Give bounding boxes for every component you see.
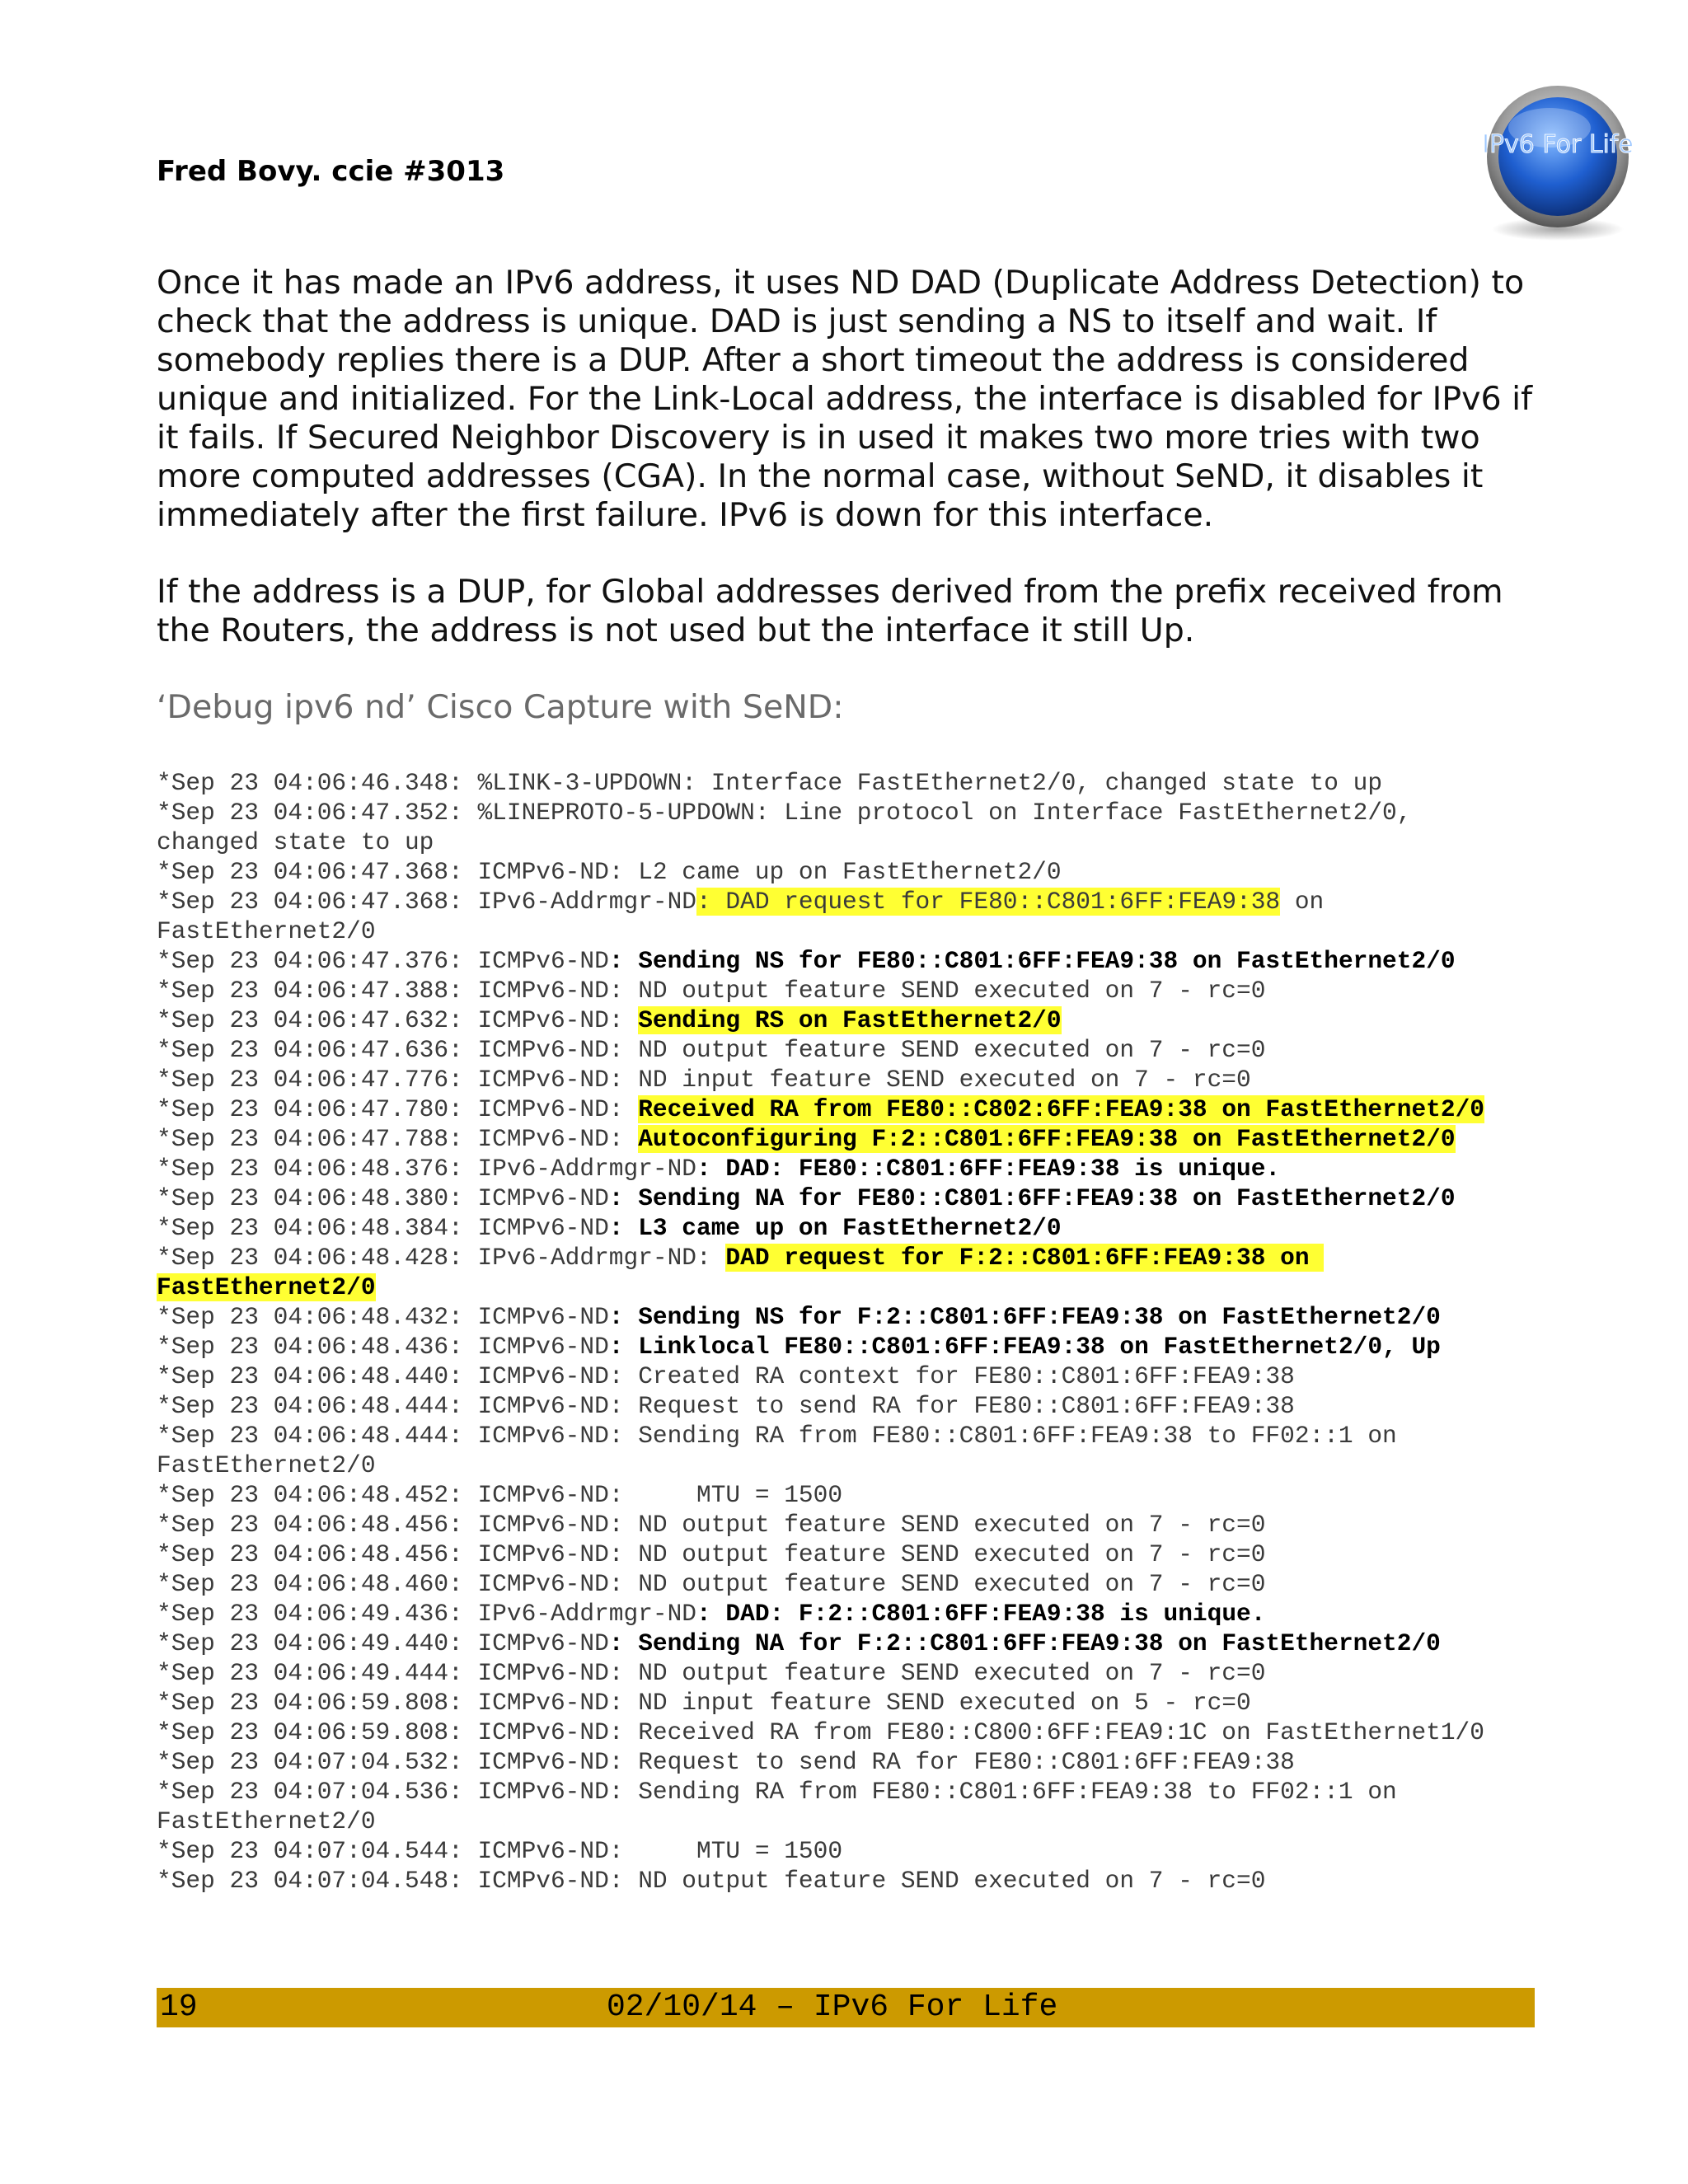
log-segment: : L3 came up on FastEthernet2/0 [608, 1214, 1062, 1242]
log-line [157, 946, 1558, 976]
log-segment: *Sep 23 04:07:04.536: ICMPv6-ND: Sending RA from FE80::C801:6FF:FEA9:38 to FF02::1 on [157, 1778, 1397, 1806]
log-line [157, 1658, 1558, 1688]
log-line [157, 798, 1558, 827]
logo-text: IPv6 For Life [1482, 130, 1634, 159]
log-segment: FastEthernet2/0 [157, 1807, 376, 1835]
log-line [157, 768, 1558, 798]
debug-log [157, 768, 1558, 1896]
log-segment: *Sep 23 04:06:47.368: ICMPv6-ND: L2 came up on FastEthernet2/0 [157, 858, 1062, 886]
log-segment: : Sending NS for F:2::C801:6FF:FEA9:38 on FastEthernet2/0 [608, 1303, 1441, 1331]
log-line [157, 1807, 1558, 1836]
log-segment: Received RA from FE80::C802:6FF:FEA9:38 on FastEthernet2/0 [638, 1095, 1484, 1123]
log-segment: *Sep 23 04:06:47.368: IPv6-Addrmgr-ND [157, 888, 697, 916]
log-segment: *Sep 23 04:06:46.348: %LINK-3-UPDOWN: Interface FastEthernet2/0, changed state to up [157, 769, 1383, 797]
log-segment: FastEthernet2/0 [157, 1273, 376, 1301]
log-segment: *Sep 23 04:06:47.352: %LINEPROTO-5-UPDOWN: Line protocol on Interface FastEthernet2/0, [157, 799, 1412, 827]
log-segment: : Sending NA for F:2::C801:6FF:FEA9:38 on FastEthernet2/0 [608, 1629, 1441, 1657]
log-line [157, 827, 1558, 857]
log-segment: *Sep 23 04:06:47.776: ICMPv6-ND: ND input feature SEND executed on 7 - rc=0 [157, 1066, 1251, 1094]
log-line [157, 1836, 1558, 1866]
log-line [157, 1213, 1558, 1243]
log-line [157, 1688, 1558, 1718]
log-line [157, 1094, 1558, 1124]
log-line [157, 1510, 1558, 1540]
log-segment: *Sep 23 04:06:59.808: ICMPv6-ND: Received RA from FE80::C800:6FF:FEA9:1C on FastEthernet1/0 [157, 1718, 1484, 1746]
footer-text: 02/10/14 – IPv6 For Life [607, 1990, 1058, 2025]
page-number: 19 [160, 1990, 198, 2025]
log-segment: *Sep 23 04:06:48.460: ICMPv6-ND: ND output feature SEND executed on 7 - rc=0 [157, 1570, 1266, 1598]
log-segment: changed state to up [157, 828, 434, 856]
log-segment: *Sep 23 04:06:47.636: ICMPv6-ND: ND output feature SEND executed on 7 - rc=0 [157, 1036, 1266, 1064]
log-segment: *Sep 23 04:06:47.780: ICMPv6-ND: [157, 1095, 639, 1123]
log-segment: *Sep 23 04:06:47.788: ICMPv6-ND: [157, 1125, 639, 1153]
paragraph-dup-global: If the address is a DUP, for Global addresses derived from the prefix received from the Routers, the address is not used but the interface it still Up. [157, 573, 1503, 649]
log-segment: : Sending NA for FE80::C801:6FF:FEA9:38 on FastEthernet2/0 [608, 1184, 1456, 1212]
log-segment: *Sep 23 04:06:48.456: ICMPv6-ND: ND output feature SEND executed on 7 - rc=0 [157, 1511, 1266, 1539]
log-line [157, 1777, 1558, 1807]
log-segment: *Sep 23 04:06:48.428: IPv6-Addrmgr-ND: [157, 1244, 726, 1272]
log-line [157, 1332, 1558, 1361]
log-line [157, 1302, 1558, 1332]
log-segment: *Sep 23 04:07:04.532: ICMPv6-ND: Request to send RA for FE80::C801:6FF:FEA9:38 [157, 1748, 1295, 1776]
log-line [157, 1124, 1558, 1154]
log-segment: *Sep 23 04:06:47.632: ICMPv6-ND: [157, 1006, 639, 1034]
log-line [157, 857, 1558, 887]
log-line [157, 1718, 1558, 1747]
log-line [157, 916, 1558, 946]
log-line [157, 1005, 1558, 1035]
log-segment: *Sep 23 04:06:48.436: ICMPv6-ND [157, 1333, 609, 1361]
log-line [157, 1629, 1558, 1658]
log-segment: *Sep 23 04:06:48.444: ICMPv6-ND: Request to send RA for FE80::C801:6FF:FEA9:38 [157, 1392, 1295, 1420]
log-segment: Sending RS on FastEthernet2/0 [638, 1006, 1062, 1034]
page-footer [157, 1988, 1535, 2027]
debug-capture-caption: ‘Debug ipv6 nd’ Cisco Capture with SeND: [157, 688, 844, 726]
log-segment: *Sep 23 04:06:49.444: ICMPv6-ND: ND output feature SEND executed on 7 - rc=0 [157, 1659, 1266, 1687]
log-segment: *Sep 23 04:06:49.436: IPv6-Addrmgr-ND [157, 1600, 697, 1628]
log-line [157, 976, 1558, 1005]
log-line [157, 887, 1558, 916]
ipv6-for-life-logo [1475, 82, 1640, 247]
author-header: Fred Bovy. ccie #3013 [157, 155, 505, 188]
log-line [157, 1243, 1558, 1272]
log-line [157, 1391, 1558, 1421]
log-line [157, 1480, 1558, 1510]
log-segment: *Sep 23 04:07:04.544: ICMPv6-ND: MTU = 1500 [157, 1837, 843, 1865]
log-segment: *Sep 23 04:06:48.452: ICMPv6-ND: MTU = 1500 [157, 1481, 843, 1509]
log-segment: *Sep 23 04:07:04.548: ICMPv6-ND: ND output feature SEND executed on 7 - rc=0 [157, 1867, 1266, 1895]
log-line [157, 1866, 1558, 1896]
log-segment: *Sep 23 04:06:48.432: ICMPv6-ND [157, 1303, 609, 1331]
log-segment: *Sep 23 04:06:48.444: ICMPv6-ND: Sending RA from FE80::C801:6FF:FEA9:38 to FF02::1 on [157, 1422, 1397, 1450]
log-line [157, 1451, 1558, 1480]
log-segment: : Linklocal FE80::C801:6FF:FEA9:38 on FastEthernet2/0, Up [608, 1333, 1441, 1361]
log-line [157, 1065, 1558, 1094]
log-segment: Autoconfiguring F:2::C801:6FF:FEA9:38 on FastEthernet2/0 [638, 1125, 1456, 1153]
log-line [157, 1272, 1558, 1302]
log-line [157, 1183, 1558, 1213]
log-segment: *Sep 23 04:06:48.376: IPv6-Addrmgr-ND [157, 1155, 697, 1183]
log-segment: *Sep 23 04:06:48.380: ICMPv6-ND [157, 1184, 609, 1212]
log-segment: *Sep 23 04:06:47.376: ICMPv6-ND [157, 947, 609, 975]
log-line [157, 1599, 1558, 1629]
log-segment: FastEthernet2/0 [157, 917, 376, 945]
log-segment: : Sending NS for FE80::C801:6FF:FEA9:38 on FastEthernet2/0 [608, 947, 1456, 975]
log-segment: *Sep 23 04:06:48.456: ICMPv6-ND: ND output feature SEND executed on 7 - rc=0 [157, 1540, 1266, 1568]
log-line [157, 1421, 1558, 1451]
log-segment: : DAD: F:2::C801:6FF:FEA9:38 is unique. [696, 1600, 1266, 1628]
log-line [157, 1569, 1558, 1599]
log-line [157, 1154, 1558, 1183]
log-segment: *Sep 23 04:06:49.440: ICMPv6-ND [157, 1629, 609, 1657]
log-segment: *Sep 23 04:06:59.808: ICMPv6-ND: ND input feature SEND executed on 5 - rc=0 [157, 1689, 1251, 1717]
log-line [157, 1035, 1558, 1065]
log-line [157, 1747, 1558, 1777]
log-line [157, 1361, 1558, 1391]
log-line [157, 1540, 1558, 1569]
log-segment: FastEthernet2/0 [157, 1451, 376, 1479]
log-segment: *Sep 23 04:06:48.440: ICMPv6-ND: Created RA context for FE80::C801:6FF:FEA9:38 [157, 1362, 1295, 1390]
log-segment: DAD request for F:2::C801:6FF:FEA9:38 on [725, 1244, 1325, 1272]
log-segment: : DAD request for FE80::C801:6FF:FEA9:38 [696, 888, 1281, 916]
log-segment: *Sep 23 04:06:48.384: ICMPv6-ND [157, 1214, 609, 1242]
paragraph-dad-explanation: Once it has made an IPv6 address, it uses ND DAD (Duplicate Address Detection) to check that the address is unique. DAD is just sending a NS to itself and wait. If somebody replies there is a DUP. After a short timeout the address is considered unique and initialized. For the Link-Local address, the interface is disabled for IPv6 if it fails. If Secured Neighbor Discovery is in used it makes two more tries with two more computed addresses (CGA). In the normal case, without SeND, it disables it immediately after the first failure. IPv6 is down for this interface. [157, 264, 1533, 534]
log-segment: : DAD: FE80::C801:6FF:FEA9:38 is unique. [696, 1155, 1281, 1183]
log-segment: *Sep 23 04:06:47.388: ICMPv6-ND: ND output feature SEND executed on 7 - rc=0 [157, 977, 1266, 1005]
log-segment: on [1280, 888, 1325, 916]
